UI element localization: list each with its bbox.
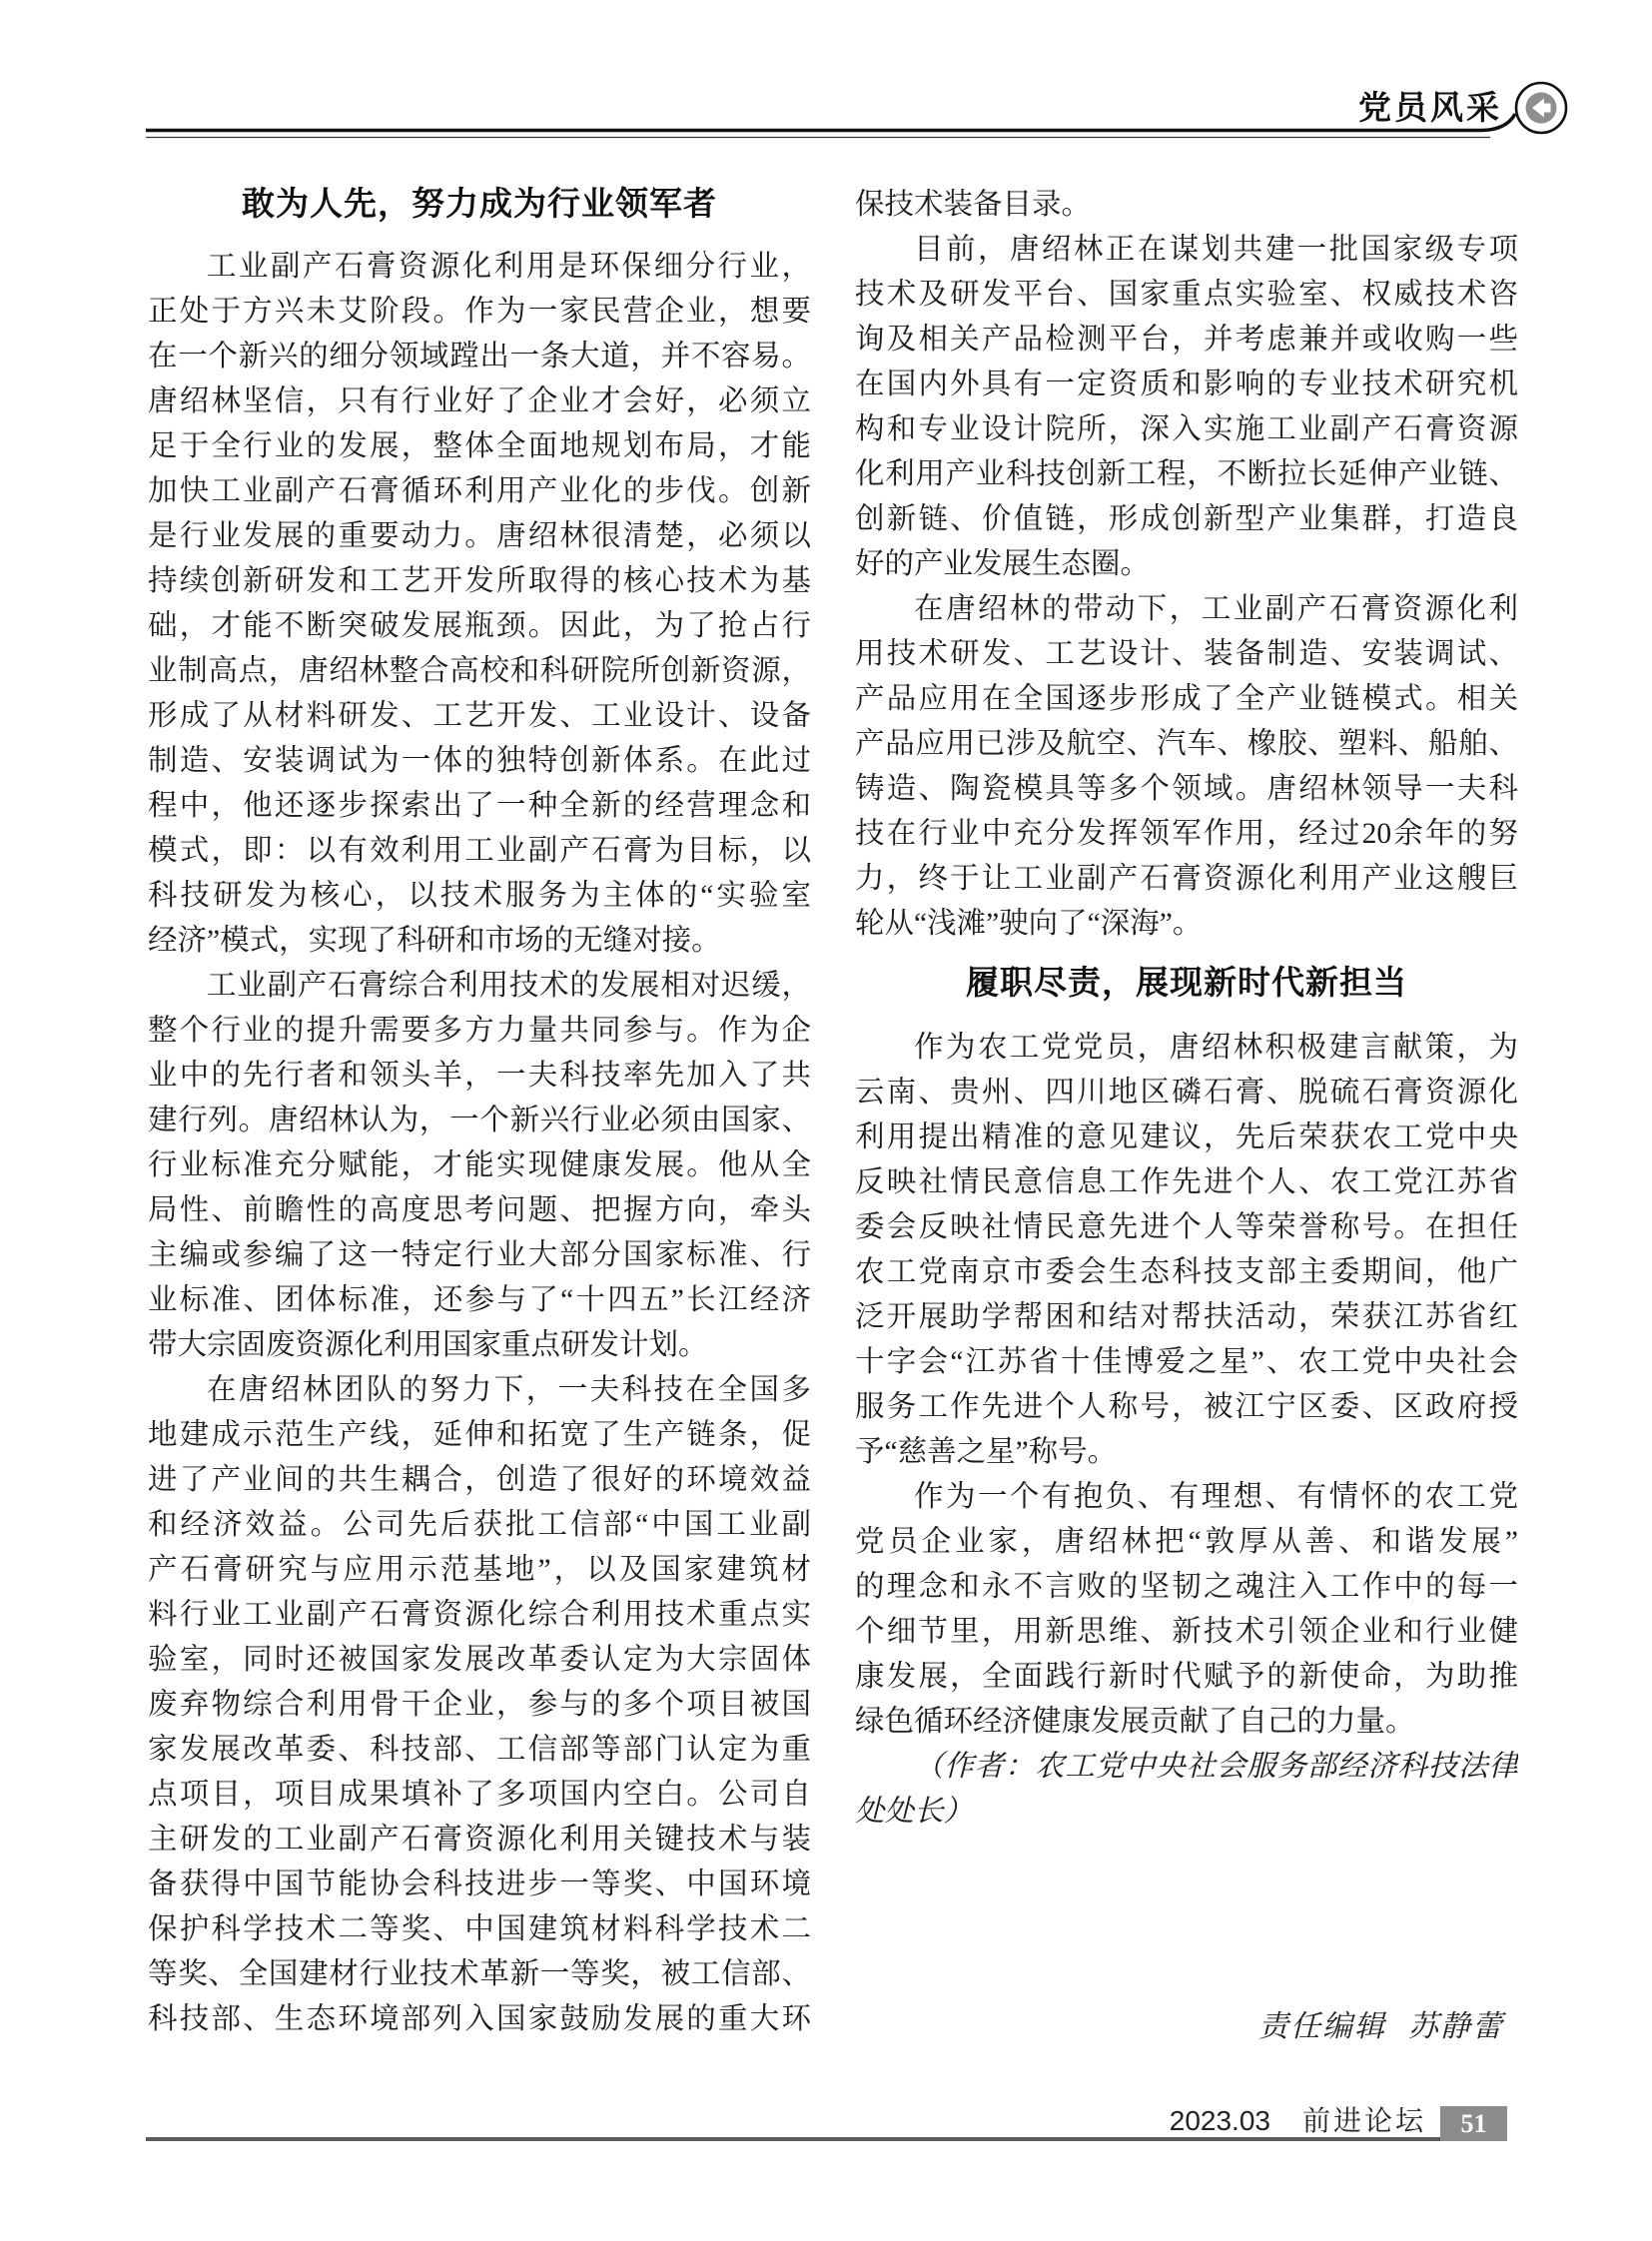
text-line: 委会反映社情民意先进个人等荣誉称号。在担任 xyxy=(855,1211,1518,1243)
text-line: 废弃物综合利用骨干企业，参与的多个项目被国 xyxy=(148,1689,811,1721)
text-line: 料行业工业副产石膏资源化综合利用技术重点实 xyxy=(148,1599,811,1631)
text-line: 经济”模式，实现了科研和市场的无缝对接。 xyxy=(148,925,721,957)
section-heading: 敢为人先，努力成为行业领军者 xyxy=(242,187,717,223)
text-line: 唐绍林坚信，只有行业好了企业才会好，必须立 xyxy=(148,385,811,417)
text-line: 科技部、生态环境部列入国家鼓励发展的重大环 xyxy=(148,2003,811,2035)
text-line: 力，终于让工业副产石膏资源化利用产业这艘巨 xyxy=(855,863,1518,895)
text-line: 工业副产石膏综合利用技术的发展相对迟缓， xyxy=(207,970,811,1002)
text-line: 业标准、团体标准，还参与了“十四五”长江经济 xyxy=(148,1284,811,1316)
text-line: 泛开展助学帮困和结对帮扶活动，荣获江苏省红 xyxy=(855,1301,1518,1333)
text-line: 作为农工党党员，唐绍林积极建言献策，为 xyxy=(914,1032,1518,1064)
left-column xyxy=(148,183,811,2042)
text-line: 是行业发展的重要动力。唐绍林很清楚，必须以 xyxy=(148,520,811,552)
text-line: 轮从“浅滩”驶向了“深海”。 xyxy=(855,908,1203,940)
text-line: 保技术装备目录。 xyxy=(855,189,1092,221)
text-line: 工业副产石膏资源化利用是环保细分行业， xyxy=(207,251,811,283)
back-arrow-icon xyxy=(1526,93,1557,124)
text-line: 在一个新兴的细分领域蹚出一条大道，并不容易。 xyxy=(148,341,811,373)
text-line: 好的产业发展生态圈。 xyxy=(855,548,1151,580)
right-column xyxy=(855,183,1518,1835)
text-line: 地建成示范生产线，延伸和拓宽了生产链条，促 xyxy=(148,1419,811,1451)
text-line: 在唐绍林的带动下，工业副产石膏资源化利 xyxy=(914,593,1518,625)
text-line: 产品应用已涉及航空、汽车、橡胶、塑料、船舶、 xyxy=(855,728,1518,760)
journal-title: 前进论坛 xyxy=(1301,2106,1426,2137)
section-heading: 履职尽责，展现新时代新担当 xyxy=(966,966,1407,1002)
text-line: 云南、贵州、四川地区磷石膏、脱硫石膏资源化 xyxy=(855,1077,1518,1109)
text-line: 创新链、价值链，形成创新型产业集群，打造良 xyxy=(855,503,1518,535)
text-line: 正处于方兴未艾阶段。作为一家民营企业，想要 xyxy=(148,296,811,328)
text-line: 党员企业家，唐绍林把“敦厚从善、和谐发展” xyxy=(855,1526,1518,1558)
text-line: 予“慈善之星”称号。 xyxy=(855,1436,1118,1468)
text-line: 绿色循环经济健康发展贡献了自己的力量。 xyxy=(855,1706,1415,1738)
text-line: 铸造、陶瓷模具等多个领域。唐绍林领导一夫科 xyxy=(855,773,1518,805)
text-line: 用技术研发、工艺设计、装备制造、安装调试、 xyxy=(855,638,1518,670)
editor-credit xyxy=(1258,2001,1504,2045)
text-line: 验室，同时还被国家发展改革委认定为大宗固体 xyxy=(148,1644,811,1676)
text-line: 构和专业设计院所，深入实施工业副产石膏资源 xyxy=(855,413,1518,445)
text-line: 作为一个有抱负、有理想、有情怀的农工党 xyxy=(914,1481,1518,1513)
text-line: 制造、安装调试为一体的独特创新体系。在此过 xyxy=(148,745,811,777)
text-line: 模式，即：以有效利用工业副产石膏为目标，以 xyxy=(148,835,811,867)
text-line: 康发展，全面践行新时代赋予的新使命，为助推 xyxy=(855,1661,1518,1693)
text-line: 十字会“江苏省十佳博爱之星”、农工党中央社会 xyxy=(855,1346,1518,1378)
text-line: 家发展改革委、科技部、工信部等部门认定为重 xyxy=(148,1734,811,1766)
issue-date: 2023.03 xyxy=(1169,2105,1270,2136)
text-line: 业中的先行者和领头羊，一夫科技率先加入了共 xyxy=(148,1060,811,1092)
text-line: 目前，唐绍林正在谋划共建一批国家级专项 xyxy=(914,234,1518,266)
text-line: 科技研发为核心，以技术服务为主体的“实验室 xyxy=(148,880,811,912)
text-line: 础，才能不断突破发展瓶颈。因此，为了抢占行 xyxy=(148,610,811,642)
page-number: 51 xyxy=(1460,2108,1487,2138)
text-line: 在国内外具有一定资质和影响的专业技术研究机 xyxy=(855,369,1518,400)
text-line: （作者：农工党中央社会服务部经济科技法律 xyxy=(914,1751,1518,1783)
text-line: 技在行业中充分发挥领军作用，经过20余年的努 xyxy=(855,818,1518,850)
text-line: 程中，他还逐步探索出了一种全新的经营理念和 xyxy=(148,790,811,822)
text-line: 带大宗固废资源化利用国家重点研发计划。 xyxy=(148,1329,708,1361)
text-line: 局性、前瞻性的高度思考问题、把握方向，牵头 xyxy=(148,1194,811,1226)
text-line: 在唐绍林团队的努力下，一夫科技在全国多 xyxy=(207,1374,811,1406)
text-line: 建行列。唐绍林认为，一个新兴行业必须由国家、 xyxy=(148,1105,811,1136)
text-line: 足于全行业的发展，整体全面地规划布局，才能 xyxy=(148,430,811,462)
section-label: 党员风采 xyxy=(1358,89,1502,126)
text-line: 反映社情民意信息工作先进个人、农工党江苏省 xyxy=(855,1166,1518,1198)
text-line: 化利用产业科技创新工程，不断拉长延伸产业链、 xyxy=(855,458,1518,490)
text-line: 个细节里，用新思维、新技术引领企业和行业健 xyxy=(855,1616,1518,1648)
text-line: 处处长） xyxy=(855,1796,974,1828)
footer-issue xyxy=(1170,2099,1426,2139)
text-line: 行业标准充分赋能，才能实现健康发展。他从全 xyxy=(148,1149,811,1181)
text-line: 进了产业间的共生耦合，创造了很好的环境效益 xyxy=(148,1464,811,1496)
text-line: 加快工业副产石膏循环利用产业化的步伐。创新 xyxy=(148,475,811,507)
text-line: 农工党南京市委会生态科技支部主委期间，他广 xyxy=(855,1256,1518,1288)
text-line: 技术及研发平台、国家重点实验室、权威技术咨 xyxy=(855,279,1518,311)
text-line: 主编或参编了这一特定行业大部分国家标准、行 xyxy=(148,1239,811,1271)
editor-label: 责任编辑 xyxy=(1258,2010,1386,2043)
text-line: 保护科学技术二等奖、中国建筑材料科学技术二 xyxy=(148,1913,811,1945)
page-number-badge xyxy=(1440,2106,1507,2141)
text-line: 备获得中国节能协会科技进步一等奖、中国环境 xyxy=(148,1868,811,1900)
editor-name: 苏静蕾 xyxy=(1408,2010,1504,2043)
text-line: 点项目，项目成果填补了多项国内空白。公司自 xyxy=(148,1779,811,1811)
text-line: 和经济效益。公司先后获批工信部“中国工业副 xyxy=(148,1509,811,1541)
text-line: 服务工作先进个人称号，被江宁区委、区政府授 xyxy=(855,1391,1518,1423)
text-line: 等奖、全国建材行业技术革新一等奖，被工信部、 xyxy=(148,1958,811,1990)
text-line: 持续创新研发和工艺开发所取得的核心技术为基 xyxy=(148,565,811,597)
text-line: 形成了从材料研发、工艺开发、工业设计、设备 xyxy=(148,700,811,732)
text-line: 业制高点，唐绍林整合高校和科研院所创新资源， xyxy=(148,655,811,687)
text-line: 利用提出精准的意见建议，先后荣获农工党中央 xyxy=(855,1121,1518,1153)
text-line: 询及相关产品检测平台，并考虑兼并或收购一些 xyxy=(855,324,1518,356)
text-line: 整个行业的提升需要多方力量共同参与。作为企 xyxy=(148,1015,811,1047)
text-line: 主研发的工业副产石膏资源化利用关键技术与装 xyxy=(148,1824,811,1856)
text-line: 产品应用在全国逐步形成了全产业链模式。相关 xyxy=(855,683,1518,715)
text-line: 的理念和永不言败的坚韧之魂注入工作中的每一 xyxy=(855,1571,1518,1603)
text-line: 产石膏研究与应用示范基地”，以及国家建筑材 xyxy=(148,1554,811,1586)
